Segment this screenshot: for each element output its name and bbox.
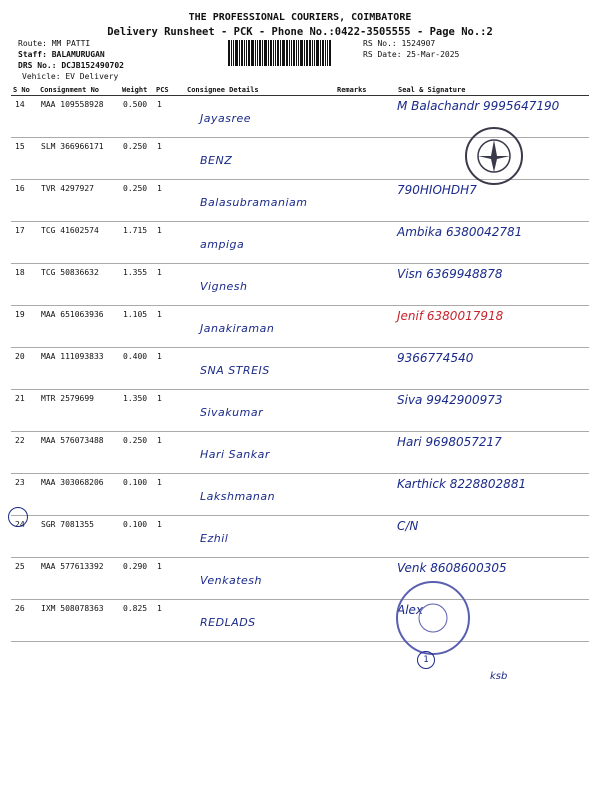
table-header-row: [11, 84, 589, 96]
row-consignee-name: Balasubramaniam: [200, 196, 308, 209]
circled-number: 1: [417, 651, 435, 669]
route-label: Route: MM PATTI: [18, 39, 91, 48]
row-remarks: [335, 306, 368, 348]
row-pcs: 1: [154, 390, 185, 432]
row-sno: 21: [11, 390, 38, 432]
table-row: [11, 180, 589, 222]
col-remarks: Remarks: [337, 85, 367, 94]
row-sno: 18: [11, 264, 38, 306]
row-signature: C/N: [397, 519, 419, 533]
row-weight: 0.825: [120, 600, 154, 642]
row-signature-cell: [368, 306, 589, 348]
row-signature-cell: [368, 348, 589, 390]
row-weight: 0.250: [120, 432, 154, 474]
row-weight: 0.100: [120, 516, 154, 558]
row-consignment: TCG 50836632: [38, 264, 120, 306]
row-remarks: [335, 348, 368, 390]
row-signature: Visn 6369948878: [397, 267, 503, 281]
table-row: [11, 432, 589, 474]
round-stamp-icon: [396, 581, 470, 655]
row-remarks: [335, 96, 368, 138]
row-sno: 23: [11, 474, 38, 516]
row-consignee-name: REDLADS: [200, 616, 256, 629]
row-consignment: MAA 651063936: [38, 306, 120, 348]
row-signature: Hari 9698057217: [397, 435, 502, 449]
row-consignment: MAA 303068206: [38, 474, 120, 516]
table-row: [11, 348, 589, 390]
row-signature-cell: [368, 264, 589, 306]
row-signature-cell: [368, 516, 589, 558]
row-consignee-cell: [185, 432, 335, 474]
row-signature: Jenif 6380017918: [397, 309, 504, 323]
row-consignment: SLM 366966171: [38, 138, 120, 180]
row-weight: 0.500: [120, 96, 154, 138]
table-row: [11, 264, 589, 306]
col-pcs: PCS: [154, 84, 185, 96]
runsheet-subtitle: Delivery Runsheet - PCK - Phone No.:0422-3505555 - Page No.:2: [107, 26, 493, 38]
row-consignee-name: BENZ: [200, 154, 233, 167]
row-consignee-cell: [185, 390, 335, 432]
row-sno: 20: [11, 348, 38, 390]
row-consignee-cell: [185, 474, 335, 516]
row-consignment: SGR 7081355: [38, 516, 120, 558]
row-consignee-name: Hari Sankar: [200, 448, 270, 461]
row-signature: Ambika 6380042781: [397, 225, 523, 239]
row-consignment: IXM 508078363: [38, 600, 120, 642]
row-pcs: 1: [154, 306, 185, 348]
row-weight: 0.250: [120, 180, 154, 222]
row-sno: 17: [11, 222, 38, 264]
row-sno: 22: [11, 432, 38, 474]
col-weight: Weight: [120, 84, 154, 96]
row-pcs: 1: [154, 348, 185, 390]
runsheet-meta-left: [18, 38, 124, 82]
row-consignee-cell: [185, 348, 335, 390]
row-consignment: MAA 576073488: [38, 432, 120, 474]
table-row: [11, 222, 589, 264]
table-row: [11, 516, 589, 558]
row-signature: M Balachandr 9995647190: [397, 99, 560, 113]
row-consignee-name: Vignesh: [200, 280, 248, 293]
row-pcs: 1: [154, 96, 185, 138]
row-pcs: 1: [154, 474, 185, 516]
row-remarks: [335, 222, 368, 264]
row-weight: 0.290: [120, 558, 154, 600]
col-consignee: Consignee Details: [185, 84, 335, 96]
row-consignee-cell: [185, 264, 335, 306]
row-consignee-cell: [185, 222, 335, 264]
row-remarks: [335, 264, 368, 306]
row-signature-cell: [368, 222, 589, 264]
row-consignee-name: Ezhil: [200, 532, 229, 545]
row-sno: 15: [11, 138, 38, 180]
col-consignment: Consignment No: [38, 84, 120, 96]
rs-date: RS Date: 25-Mar-2025: [363, 50, 460, 59]
row-pcs: 1: [154, 432, 185, 474]
row-consignee-cell: [185, 180, 335, 222]
row-consignee-name: Sivakumar: [200, 406, 264, 419]
row-consignee-name: Venkatesh: [200, 574, 263, 587]
rs-number: RS No.: 1524907: [363, 39, 436, 48]
row-consignment: MAA 577613392: [38, 558, 120, 600]
row-sno: 14: [11, 96, 38, 138]
company-title: THE PROFESSIONAL COURIERS, COIMBATORE: [188, 12, 412, 23]
row-remarks: [335, 600, 368, 642]
runsheet-meta-right: [363, 38, 459, 60]
row-remarks: [335, 432, 368, 474]
row-remarks: [335, 558, 368, 600]
table-row: [11, 306, 589, 348]
row-weight: 0.400: [120, 348, 154, 390]
row-consignee-name: Jayasree: [200, 112, 252, 125]
row-weight: 1.715: [120, 222, 154, 264]
row-weight: 0.250: [120, 138, 154, 180]
row-consignee-name: Lakshmanan: [200, 490, 276, 503]
row-pcs: 1: [154, 180, 185, 222]
row-sno: 25: [11, 558, 38, 600]
row-pcs: 1: [154, 264, 185, 306]
row-consignee-cell: [185, 516, 335, 558]
row-weight: 1.105: [120, 306, 154, 348]
row-signature-cell: [368, 180, 589, 222]
row-signature-cell: [368, 390, 589, 432]
row-consignment: TVR 4297927: [38, 180, 120, 222]
bottom-initial: ksb: [490, 671, 508, 682]
row-consignment: MAA 111093833: [38, 348, 120, 390]
company-seal-icon: [465, 127, 523, 185]
row-pcs: 1: [154, 138, 185, 180]
row-pcs: 1: [154, 600, 185, 642]
col-sno: S No: [11, 84, 38, 96]
row-consignee-cell: [185, 96, 335, 138]
row-consignment: MTR 2579699: [38, 390, 120, 432]
row-consignment: TCG 41602574: [38, 222, 120, 264]
row-consignee-cell: [185, 306, 335, 348]
row-signature: 9366774540: [397, 351, 474, 365]
row-weight: 1.350: [120, 390, 154, 432]
row-sno: 24: [11, 516, 38, 558]
col-seal-signature: Seal & Signature: [368, 84, 589, 96]
row-consignee-name: SNA STREIS: [200, 364, 270, 377]
row-consignment: MAA 109558928: [38, 96, 120, 138]
table-row: [11, 600, 589, 642]
row-sno: 26: [11, 600, 38, 642]
row-signature: Venk 8608600305: [397, 561, 507, 575]
row-consignee-cell: [185, 558, 335, 600]
row-remarks: [335, 516, 368, 558]
row-consignee-cell: [185, 138, 335, 180]
circled-row-marker: [8, 507, 28, 527]
row-weight: 1.355: [120, 264, 154, 306]
row-consignee-name: ampiga: [200, 238, 245, 251]
table-row: [11, 474, 589, 516]
row-remarks: [335, 138, 368, 180]
row-weight: 0.100: [120, 474, 154, 516]
row-signature-cell: [368, 558, 589, 600]
row-signature-cell: [368, 432, 589, 474]
row-signature: Alex: [397, 603, 424, 617]
vehicle-label: Vehicle: EV Delivery: [22, 72, 119, 81]
table-row: [11, 390, 589, 432]
row-consignee-cell: [185, 600, 335, 642]
row-remarks: [335, 474, 368, 516]
row-pcs: 1: [154, 516, 185, 558]
drs-label: DRS No.: DCJB152490702: [18, 61, 124, 70]
row-signature: Siva 9942900973: [397, 393, 503, 407]
staff-label: Staff: BALAMURUGAN: [18, 50, 105, 59]
row-sno: 16: [11, 180, 38, 222]
row-pcs: 1: [154, 222, 185, 264]
row-pcs: 1: [154, 558, 185, 600]
row-remarks: [335, 180, 368, 222]
barcode-icon: [228, 40, 356, 66]
row-signature-cell: [368, 474, 589, 516]
row-sno: 19: [11, 306, 38, 348]
row-signature: Karthick 8228802881: [397, 477, 527, 491]
row-signature: 790HIOHDH7: [397, 183, 477, 197]
row-remarks: [335, 390, 368, 432]
table-row: [11, 558, 589, 600]
row-consignee-name: Janakiraman: [200, 322, 275, 335]
